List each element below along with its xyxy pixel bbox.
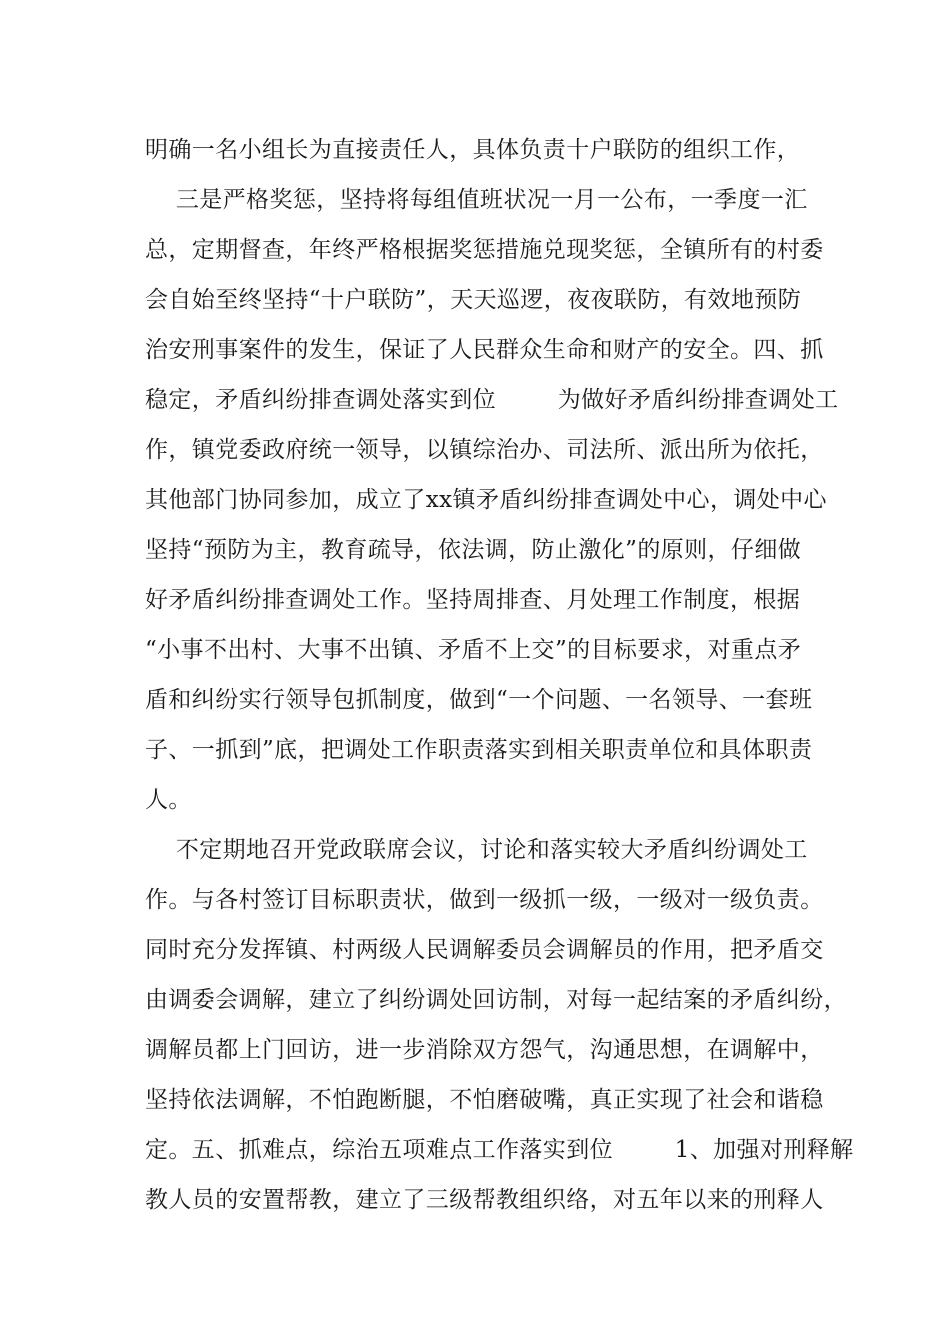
text-line: 明确一名小组长为直接责任人，具体负责十户联防的组织工作， <box>145 137 801 163</box>
text-line: 总，定期督查，年终严格根据奖惩措施兑现奖惩，全镇所有的村委 <box>145 237 824 263</box>
text-line: 好矛盾纠纷排查调处工作。坚持周排查、月处理工作制度，根据 <box>145 587 801 613</box>
text-line: 坚持依法调解，不怕跑断腿，不怕磨破嘴，真正实现了社会和谐稳 <box>145 1087 824 1113</box>
text-line: “小事不出村、大事不出镇、矛盾不上交”的目标要求，对重点矛 <box>145 637 802 663</box>
text-line: 不定期地召开党政联席会议，讨论和落实较大矛盾纠纷调处工 <box>145 837 808 863</box>
text-line: 由调委会调解，建立了纠纷调处回访制，对每一起结案的矛盾纠纷， <box>145 987 847 1013</box>
text-line: 教人员的安置帮教，建立了三级帮教组织络，对五年以来的刑释人 <box>145 1187 824 1213</box>
text-line: 盾和纠纷实行领导包抓制度，做到“一个问题、一名领导、一套班 <box>145 687 813 713</box>
text-line: 坚持“预防为主，教育疏导，依法调，防止激化”的原则，仔细做 <box>145 537 802 563</box>
text-line: 稳定，矛盾纠纷排查调处落实到位 为做好矛盾纠纷排查调处工 <box>145 387 839 413</box>
text-line: 作，镇党委政府统一领导，以镇综治办、司法所、派出所为依托， <box>145 437 824 463</box>
text-line: 人。 <box>145 787 192 813</box>
text-line: 定。五、抓难点，综治五项难点工作落实到位 1、加强对刑释解 <box>145 1137 854 1163</box>
text-line: 会自始至终坚持“十户联防”，天天巡逻，夜夜联防，有效地预防 <box>145 287 802 313</box>
text-line: 其他部门协同参加，成立了xx镇矛盾纠纷排查调处中心，调处中心 <box>145 487 827 513</box>
text-line: 治安刑事案件的发生，保证了人民群众生命和财产的安全。四、抓 <box>145 337 824 363</box>
text-line: 作。与各村签订目标职责状，做到一级抓一级，一级对一级负责。 <box>145 887 824 913</box>
text-line: 同时充分发挥镇、村两级人民调解委员会调解员的作用，把矛盾交 <box>145 937 824 963</box>
text-line: 子、一抓到”底，把调处工作职责落实到相关职责单位和具体职责 <box>145 737 813 763</box>
text-line: 调解员都上门回访，进一步消除双方怨气，沟通思想，在调解中， <box>145 1037 824 1063</box>
text-line: 三是严格奖惩，坚持将每组值班状况一月一公布，一季度一汇 <box>145 187 808 213</box>
